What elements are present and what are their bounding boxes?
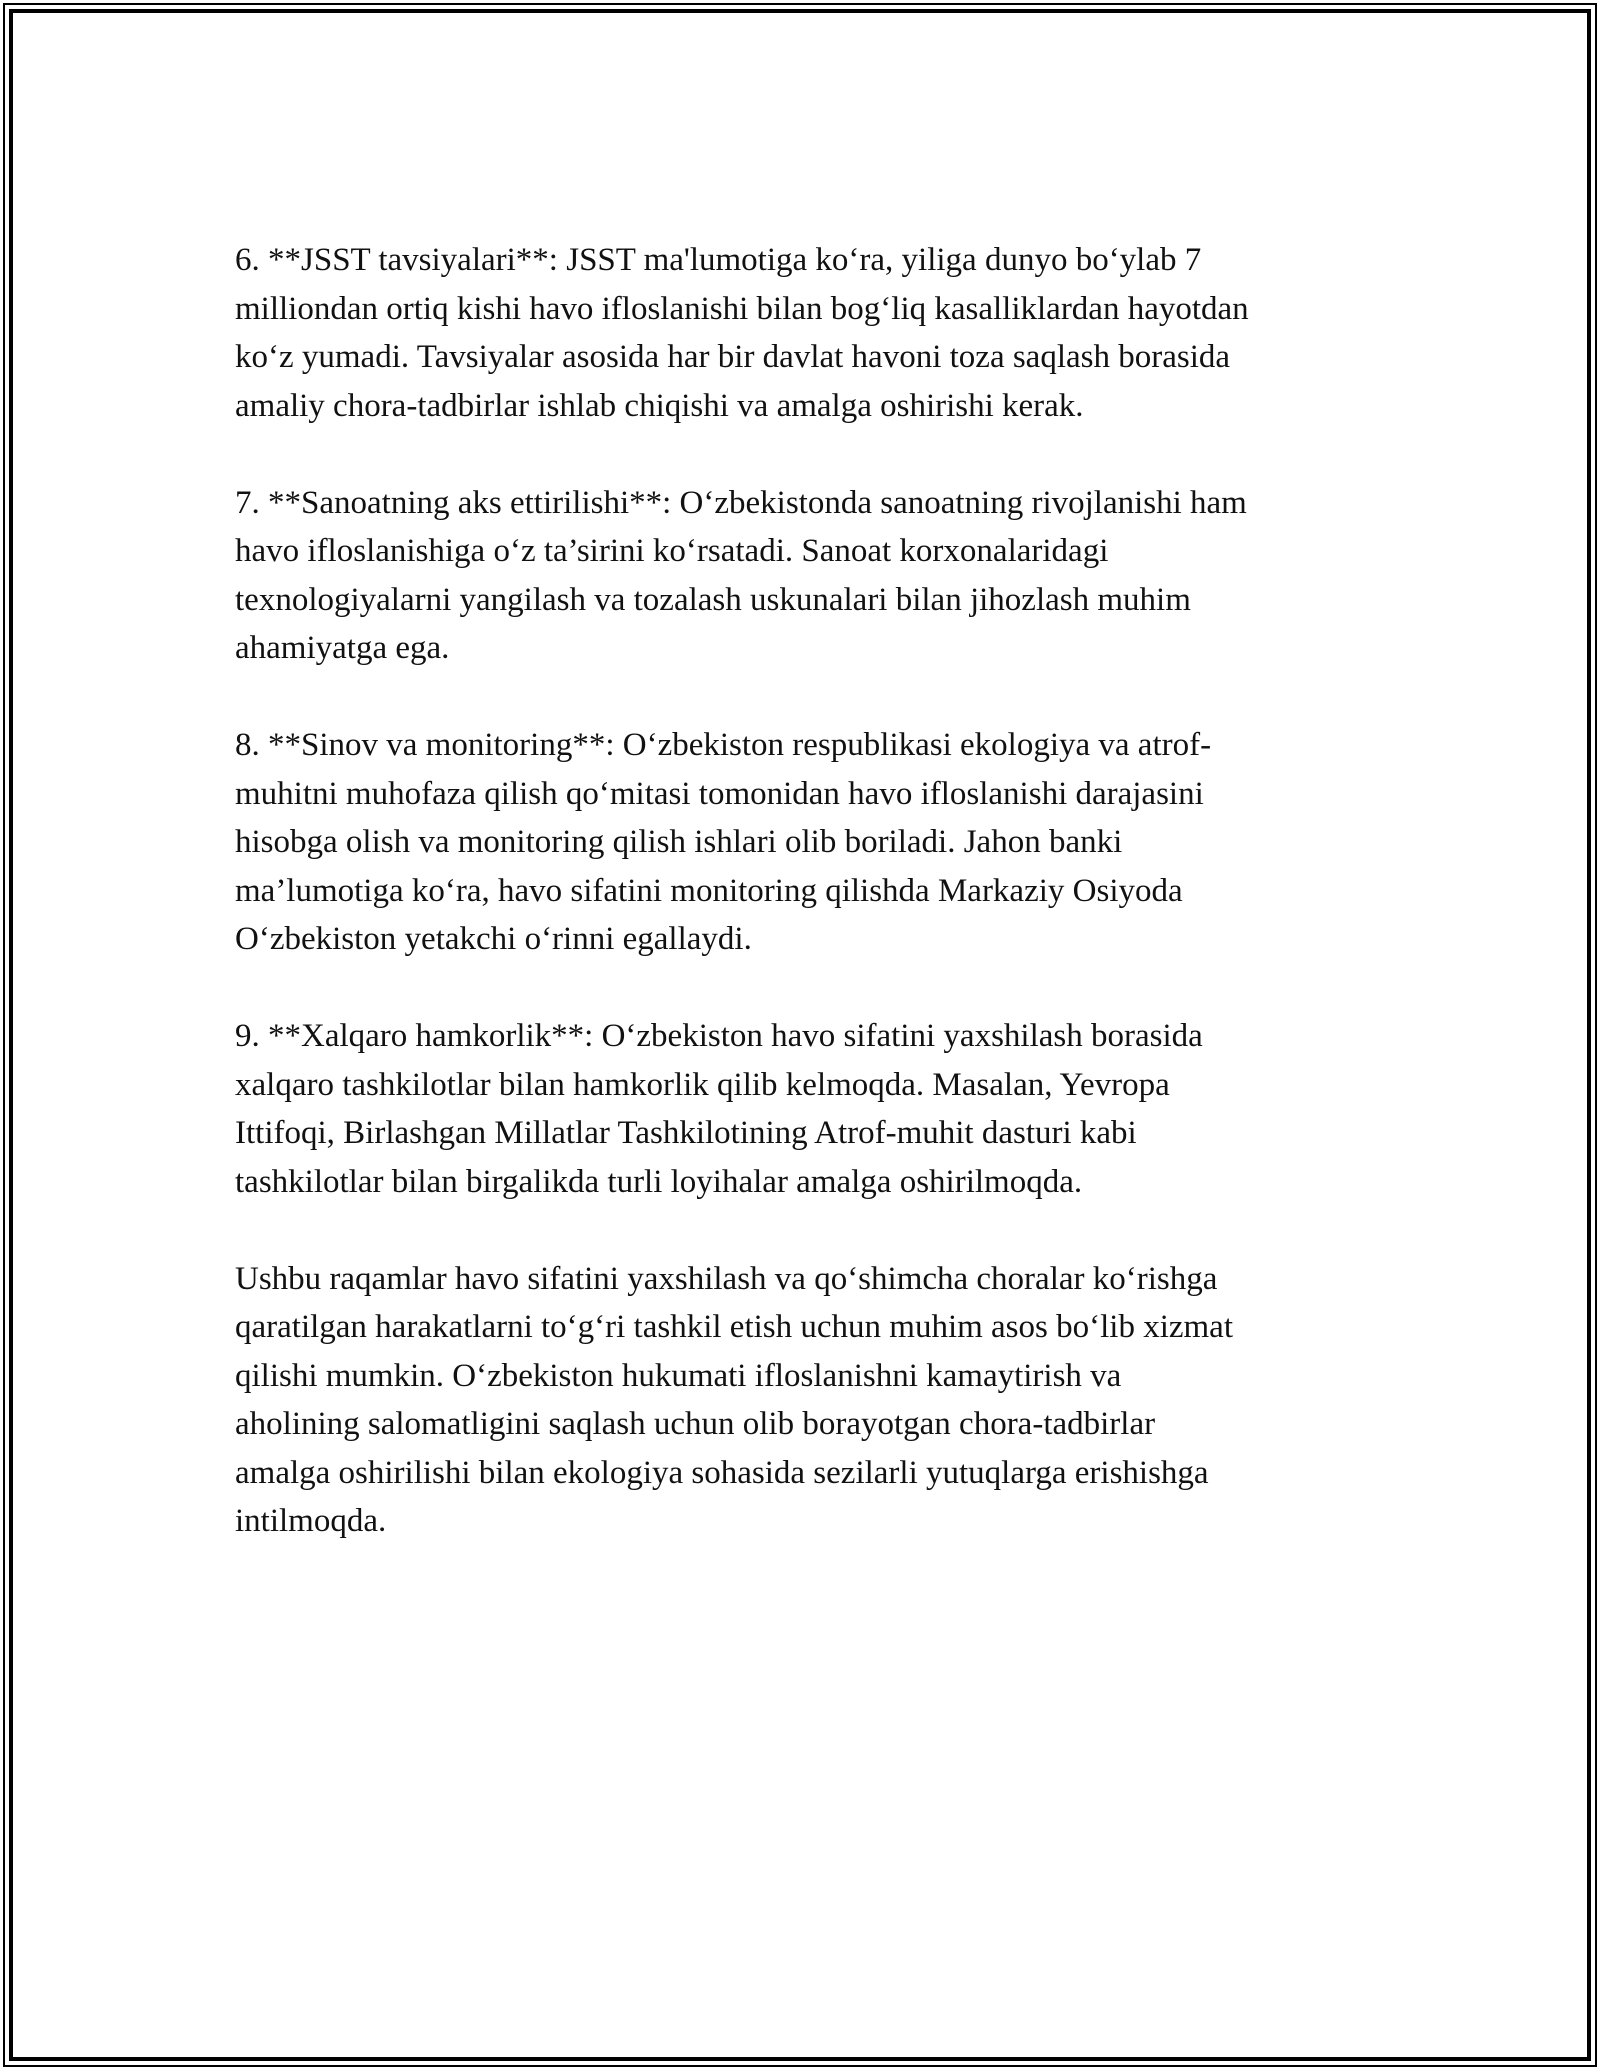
paragraph-conclusion: Ushbu raqamlar havo sifatini yaxshilash va qo‘shimcha choralar ko‘rishga qaratilgan harakatlarni to‘g‘ri tashkil etish uchun muhim asos bo‘lib xizmat qilishi mumkin. O‘zbekiston hukumati ifloslanishni kamaytirish va aholining salomatligini saqlash uchun olib borayotgan chora-tadbirlar amalga oshirilishi bilan ekologiya sohasida sezilarli yutuqlarga erishishga intilmoqda. <box>235 1260 1233 1539</box>
document-body <box>235 236 1395 1594</box>
paragraph-industry-impact: 7. **Sanoatning aks ettirilishi**: O‘zbekistonda sanoatning rivojlanishi ham havo ifloslanishiga o‘z ta’sirini ko‘rsatadi. Sanoat korxonalaridagi texnologiyalarni yangilash va tozalash uskunalari bilan jihozlash muhim ahamiyatga ega. <box>235 484 1247 666</box>
paragraph-testing-monitoring: 8. **Sinov va monitoring**: O‘zbekiston respublikasi ekologiya va atrof- muhitni muhofaza qilish qo‘mitasi tomonidan havo ifloslanishi darajasini hisobga olish va monitoring qilish ishlari olib boriladi. Jahon banki ma’lumotiga ko‘ra, havo sifatini monitoring qilishda Markaziy Osiyoda O‘zbekiston yetakchi o‘rinni egallaydi. <box>235 727 1212 957</box>
paragraph-international-cooperation: 9. **Xalqaro hamkorlik**: O‘zbekiston havo sifatini yaxshilash borasida xalqaro tashkilotlar bilan hamkorlik qilib kelmoqda. Masalan, Yevropa Ittifoqi, Birlashgan Millatlar Tashkilotining Atrof-muhit dasturi kabi tashkilotlar bilan birgalikda turli loyihalar amalga oshirilmoqda. <box>235 1018 1203 1200</box>
paragraph-jsst-recommendations: 6. **JSST tavsiyalari**: JSST ma'lumotiga ko‘ra, yiliga dunyo bo‘ylab 7 milliondan ortiq kishi havo ifloslanishi bilan bog‘liq kasalliklardan hayotdan ko‘z yumadi. Tavsiyalar asosida har bir davlat havoni toza saqlash borasida amaliy chora-tadbirlar ishlab chiqishi va amalga oshirishi kerak. <box>235 242 1249 424</box>
